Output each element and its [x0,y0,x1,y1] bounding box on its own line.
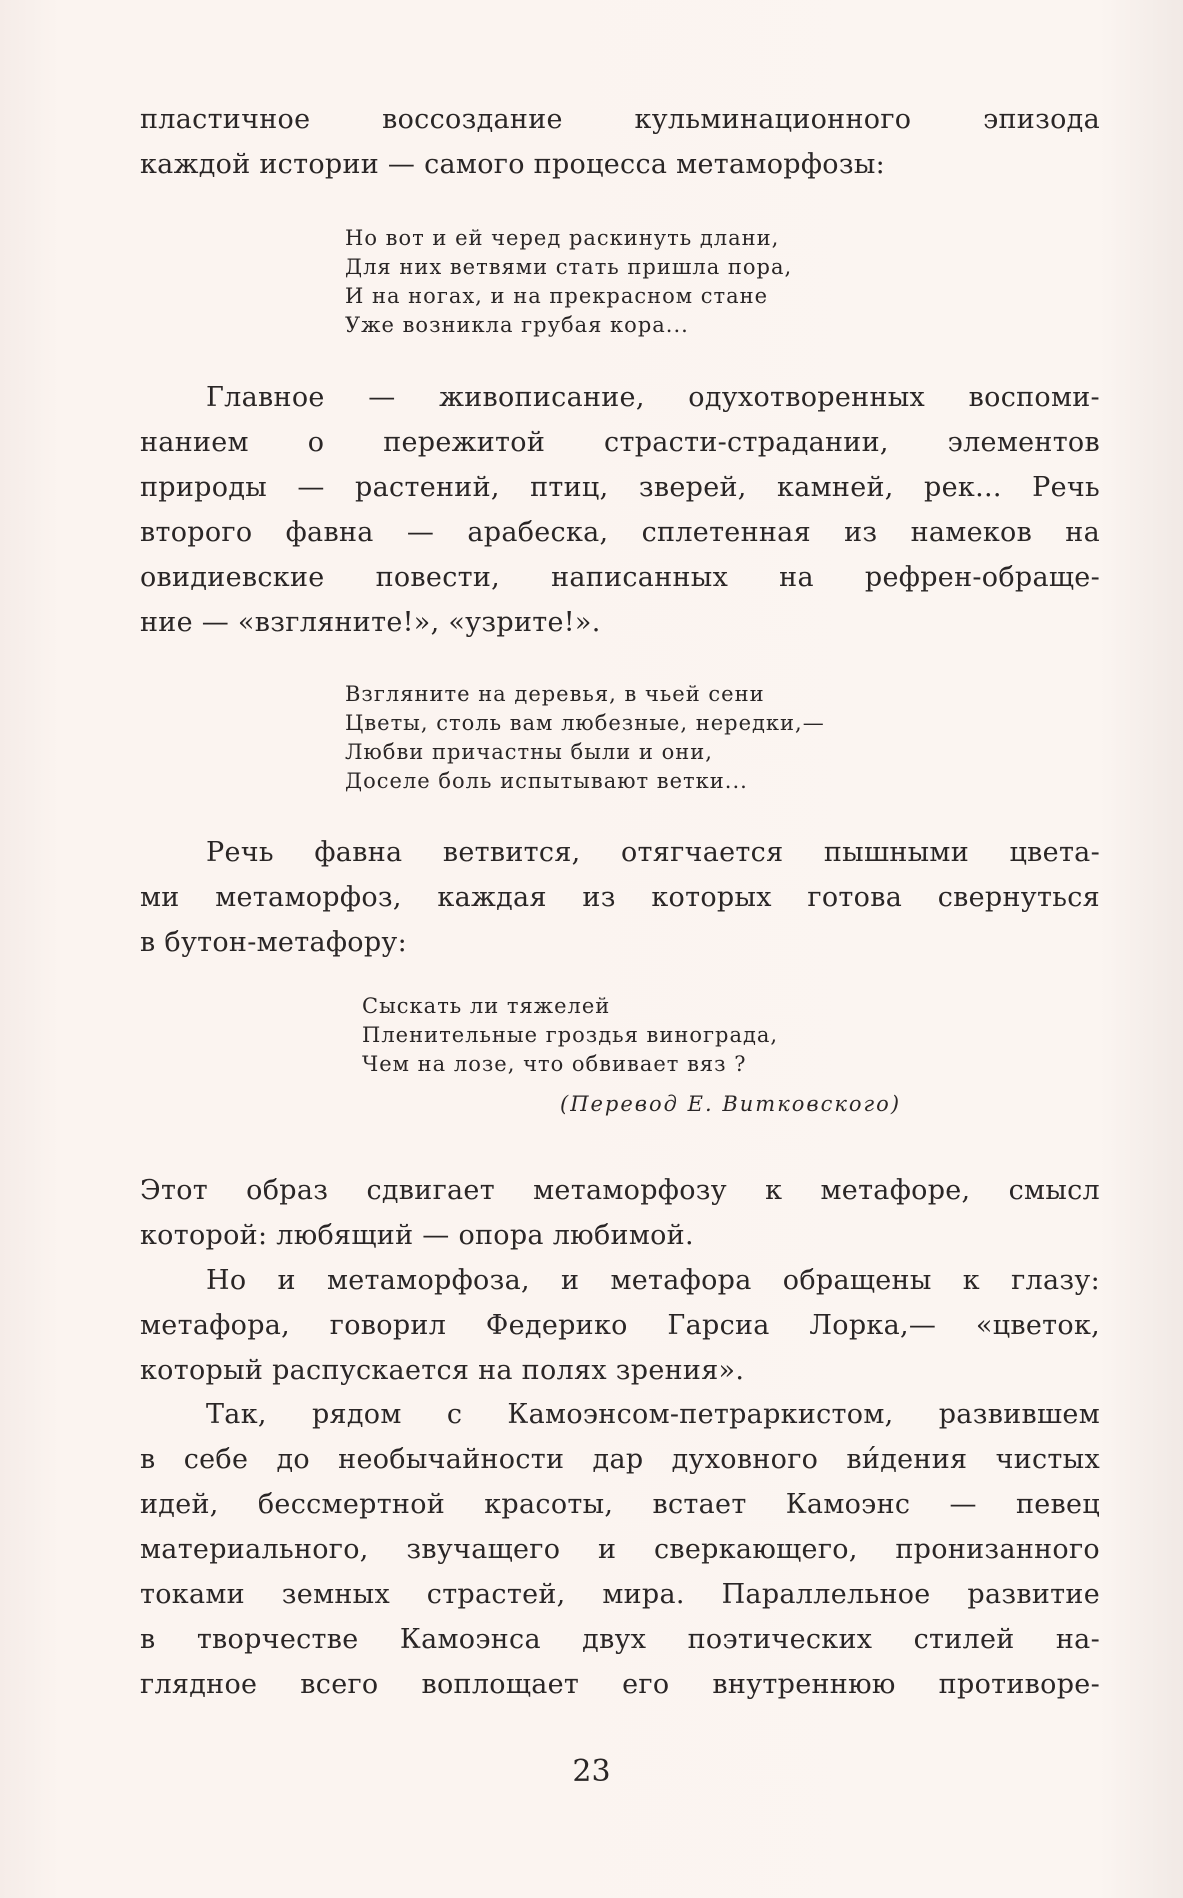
verse-line: Чем на лозе, что обвивает вяз ? [362,1052,747,1076]
text-line: каждой истории — самого процесса метаморфозы: [140,149,886,180]
verse-line: Сыскать ли тяжелей [362,994,611,1018]
verse-line: Доселе боль испытывают ветки... [345,769,748,793]
text-line: которой: любящий — опора любимой. [140,1220,694,1251]
text-line: который распускается на полях зрения». [140,1355,745,1386]
paragraph-3 [140,830,1100,965]
text-line: ми метаморфоз, каждая из которых готова свернуться [140,882,1100,913]
verse-line: Цветы, столь вам любезные, нередки,— [345,711,825,735]
text-line: токами земных страстей, мира. Параллельное развитие [140,1579,1100,1610]
paragraph-6 [140,1392,1100,1707]
verse-line: Пленительные гроздья винограда, [362,1023,779,1047]
text-line: в бутон-метафору: [140,927,408,958]
paragraph-1 [140,97,1100,187]
text-line: Этот образ сдвигает метаморфозу к метафоре, смысл [140,1175,1100,1206]
verse-line: Но вот и ей черед раскинуть длани, [345,226,780,250]
paragraph-2 [140,375,1100,645]
translation-attribution: (Перевод Е. Витковского) [560,1092,902,1116]
text-line: метафора, говорил Федерико Гарсиа Лорка,— «цветок, [140,1310,1100,1341]
text-line: пластичное воссоздание кульминационного эпизода [140,104,1100,135]
paragraph-5 [140,1258,1100,1393]
text-line: Так, рядом с Камоэнсом-петраркистом, развившем [206,1399,1100,1430]
text-line: второго фавна — арабеска, сплетенная из намеков на [140,517,1100,548]
text-line: в себе до необычайности дар духовного ви́дения чистых [140,1444,1100,1475]
paragraph-4 [140,1168,1100,1258]
text-line: Речь фавна ветвится, отягчается пышными цвета- [206,837,1100,868]
text-line: глядное всего воплощает его внутреннюю противоре- [140,1669,1100,1700]
text-line: нанием о пережитой страсти-страдании, элементов [140,427,1100,458]
verse-1 [345,224,792,340]
text-line: природы — растений, птиц, зверей, камней, рек... Речь [140,472,1100,503]
text-line: в творчестве Камоэнса двух поэтических стилей на- [140,1624,1100,1655]
verse-2 [345,680,825,796]
text-line: Но и метаморфоза, и метафора обращены к глазу: [206,1265,1100,1296]
page-number: 23 [572,1754,611,1789]
verse-3 [362,992,778,1079]
verse-line: Взгляните на деревья, в чьей сени [345,682,765,706]
verse-line: Для них ветвями стать пришла пора, [345,255,793,279]
verse-line: И на ногах, и на прекрасном стане [345,284,769,308]
text-line: идей, бессмертной красоты, встает Камоэнс — певец [140,1489,1100,1520]
verse-line: Уже возникла грубая кора... [345,313,689,337]
text-line: ние — «взгляните!», «узрите!». [140,607,601,638]
text-line: овидиевские повести, написанных на рефрен-обраще- [140,562,1100,593]
text-line: Главное — живописание, одухотворенных воспоми- [206,382,1100,413]
text-line: материального, звучащего и сверкающего, пронизанного [140,1534,1100,1565]
verse-line: Любви причастны были и они, [345,740,713,764]
